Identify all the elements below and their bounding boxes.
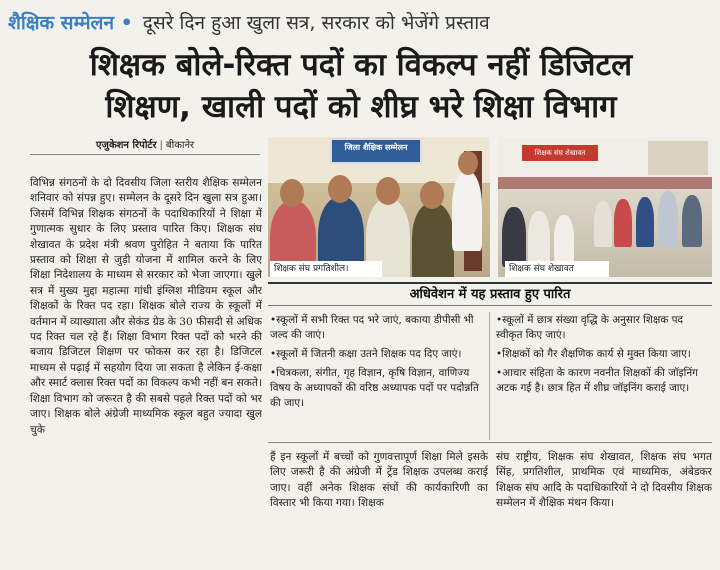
person-figure <box>636 197 654 247</box>
photo-banner: जिला शैक्षिक सम्मेलन <box>330 138 422 164</box>
kicker-line <box>8 8 712 38</box>
person-figure <box>594 201 612 247</box>
article-column-2: हैं इन स्कूलों में बच्चों को गुणवत्तापूर्ण शिक्षा मिले इसके लिए जरूरी है की अंग्रेजी में ट्रेंड शिक्षक उपलब्ध कराई जाए। वहीं अनेक शिक्षक संघों की कार्यकारिणी का विस्तार भी किया गया। शिक्षक <box>270 451 488 510</box>
article-column-3: संघ राष्ट्रीय, शिक्षक संघ शेखावत, शिक्षक संघ भगत सिंह, प्रगतिशील, प्राथमिक एवं माध्यमिक, अंबेडकर शिक्षक संघ आदि के पदाधिकारियों ने दो दिवसीय शिक्षक सम्मेलन में शैक्षिक मंथन किया। <box>496 451 712 510</box>
column-divider <box>489 312 490 440</box>
resolutions-right <box>496 313 712 400</box>
resolution-item: •स्कूलों में छात्र संख्या वृद्धि के अनुसार शिक्षक पद स्वीकृत किए जाएं। <box>496 314 684 341</box>
resolution-item: •स्कूलों में सभी रिक्त पद भरे जाएं, बकाया डीपीसी भी जल्द की जाएं। <box>270 314 474 341</box>
person-figure <box>554 215 574 265</box>
person-figure <box>412 203 454 277</box>
article-column-1: विभिन्न संगठनों के दो दिवसीय जिला स्तरीय शैक्षिक सम्मेलन शनिवार को संपन्न हुए। सम्मेलन के दूसरे दिन खुला सत्र हुआ। जिसमें विभिन्न शिक्षक संगठनों के पदाधिकारियों ने शिक्षा में गुणात्मक सुधार के लिए प्रस्ताव पारित किए। शिक्षक संघ शेखावत के प्रदेश मंत्री श्रवण पुरोहित ने बताया कि पारित प्रस्ताव को शिक्षा से जुड़ी योजना में शामिल करने के लिए शिक्षा निदेशालय के माध्यम से सरकार को भेजा जाएगा। खुले सत्र में मुख्य मुद्दा महात्मा गांधी इंग्लिश मीडियम स्कूल और शिक्षकों के रिक्त पद रहा। शिक्षक बोले राज्य के स्कूलों में वर्तमान में व्याख्याता और सेकंड ग्रेड के 30 फीसदी से अधिक पद रिक्त चल रहे हैं। शिक्षा विभाग रिक्त पदों को भरने की बजाय डिजिटल शिक्षण पर फोकस कर रहा है। डिजिटल माध्यम से पढ़ाई में सहयोग दिया जा सकता है लेकिन ई-कक्षा और स्मार्ट क्लास रिक्त पदों का विकल्प कभी नहीं बन सकते। शिक्षा विभाग को जरूरत है की सबसे पहले रिक्त पदों को भर जाए। शिक्षक बोले अंग्रेजी माध्यमिक स्कूल बहुत ज्यादा खुल चुके <box>30 177 262 436</box>
byline-rule <box>30 154 260 155</box>
photo-caption-2: शिक्षक संघ शेखावत <box>505 261 609 277</box>
person-figure <box>614 199 632 247</box>
person-head <box>458 151 478 175</box>
resolution-item: •आचार संहिता के कारण नवनीत शिक्षकों की जॉइनिंग अटक गई है। छात्र हित में शीघ्र जॉइनिंग कराई जाए। <box>496 367 698 394</box>
resolutions-title: अधिवेशन में यह प्रस्ताव हुए पारित <box>268 282 712 306</box>
reporter-name: एजुकेशन रिपोर्टर <box>96 140 157 151</box>
person-figure <box>658 191 678 247</box>
headline-line-1: शिक्षक बोले-रिक्त पदों का विकल्प नहीं डिजिटल <box>89 47 633 83</box>
person-head <box>376 177 400 205</box>
byline-separator: | <box>159 140 163 151</box>
box-bottom-rule <box>268 442 712 443</box>
person-figure <box>682 195 702 247</box>
headline-line-2: शिक्षण, खाली पदों को शीघ्र भरे शिक्षा विभाग <box>105 89 617 125</box>
person-head <box>280 179 304 207</box>
resolution-item: •चित्रकला, संगीत, गृह विज्ञान, कृषि विज्ञान, वाणिज्य विषय के अध्यापकों की वरिष्ठ अध्यापक पदों पर पदोन्नति की जाए। <box>270 367 479 409</box>
subheadline: दूसरे दिन हुआ खुला सत्र, सरकार को भेजेंगे प्रस्ताव <box>142 12 490 34</box>
person-figure <box>528 211 550 267</box>
resolution-item: •शिक्षकों को गैर शैक्षणिक कार्य से मुक्त किया जाए। <box>496 348 691 360</box>
headline <box>8 44 714 128</box>
person-figure <box>452 171 482 251</box>
byline <box>96 137 194 151</box>
dateline-city: बीकानेर <box>165 140 195 151</box>
photo-window <box>648 141 708 175</box>
bottom-margin <box>0 520 720 570</box>
person-head <box>420 181 444 209</box>
person-head <box>328 175 352 203</box>
photo-banner: शिक्षक संघ शेखावत <box>522 145 598 161</box>
section-label: शैक्षिक सम्मेलन • <box>8 12 133 34</box>
resolution-item: •स्कूलों में जितनी कक्षा उतने शिक्षक पद दिए जाएं। <box>270 348 462 360</box>
photo-caption-1: शिक्षक संघ प्रगतिशील। <box>270 261 382 277</box>
person-figure <box>502 207 526 267</box>
photo-wall-stripe <box>498 177 712 189</box>
resolutions-left <box>270 313 480 415</box>
